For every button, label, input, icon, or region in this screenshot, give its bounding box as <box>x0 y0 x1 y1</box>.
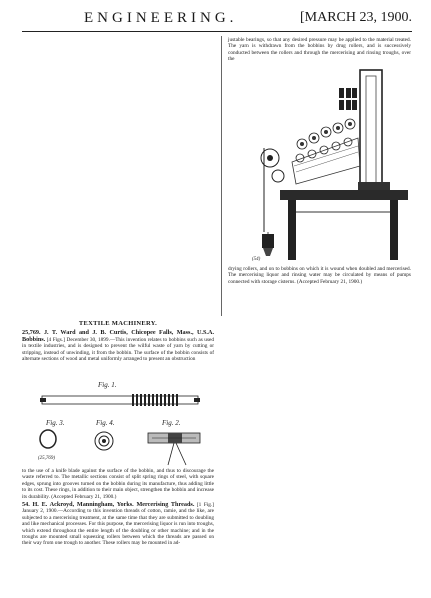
header-rule <box>22 31 412 32</box>
fig-3-label: Fig. 3. <box>46 419 65 427</box>
machine-figure-label: (54) <box>252 257 261 262</box>
mercerising-closing: drying rollers, and on to bobbins on which it is wound when doubled and mercerised. The mercerising liquor and rinsing water may be circulated by means of pumps connected with storage cisterns. (Accepted February 21, 1900.) <box>228 266 411 285</box>
left-column-top-text <box>22 321 214 362</box>
mercerising-continuation: justable bearings, so that any desired pressure may be applied to the material treated. The yarn is withdrawn from the bobbins by drug rollers, and is successively conducted between the rollers and through the mercerising and rinsing troughs, over the <box>228 37 411 63</box>
patent-25769 <box>22 330 214 362</box>
patent-54-body: [1 Fig.] January 2, 1900.—According to this invention threads of cotton, ramie, and the like, are subjected to a mercerising treatment, at the same time that they are submitted to doubling and like mechanical processes. For this purpose, the mercerising liquor is run into troughs, which extend throughout the entire length of the doubling or other machine; and in the troughs are mounted small squeezing rollers between which the threads are passed on their way from one trough to another. These rollers may be mounted in ad- <box>22 502 214 547</box>
section-title: TEXTILE MACHINERY. <box>78 320 158 327</box>
fig-4-label: Fig. 4. <box>96 419 115 427</box>
patent-54-heading: 54. H. E. Ackroyd, Manningham, Yorks. Mercerising Threads. <box>22 501 195 509</box>
mercerising-machine-figure <box>240 62 412 264</box>
column-divider <box>221 36 222 316</box>
patent-54 <box>22 502 214 547</box>
fig-2-label: Fig. 2. <box>162 419 181 427</box>
patent-number-label: (25,769) <box>38 456 56 461</box>
issue-date: [MARCH 23, 1900. <box>299 10 412 25</box>
patent-25769-body: [4 Figs.] December 30, 1899.—This invention relates to bobbins such as used in textile industries, and is designed to prevent the wilful waste of yarn by cutting or stripping, instead of unwinding, it from the bobbin. The surface of the bobbin consists of alternate sections of wood and metal uniformly arranged to present an obstruction <box>22 336 215 363</box>
bobbin-figures <box>36 379 212 467</box>
right-column-bottom-text <box>228 266 411 285</box>
page-header <box>22 10 412 30</box>
fig-1-label: Fig. 1. <box>98 381 117 389</box>
patent-25769-heading: 25,769. J. T. Ward and J. B. Curtis, Chicopee Falls, Mass., U.S.A. Bobbins. <box>22 329 214 343</box>
right-column-top-text <box>228 37 411 63</box>
patent-25769-continuation: to the use of a knife blade against the surface of the bobbin, and thus to discourage the waste referred to. The metallic sections consist of split spring rings of steel, with square edges, sprung into grooves turned on the bobbin during its manufacture, thus adding little to its cost. These rings, in addition to their main object, strengthen the bobbin and increase its durability. (Accepted February 21, 1900.) <box>22 468 214 500</box>
masthead: ENGINEERING. <box>84 10 238 26</box>
left-column-bottom-text <box>22 468 214 547</box>
